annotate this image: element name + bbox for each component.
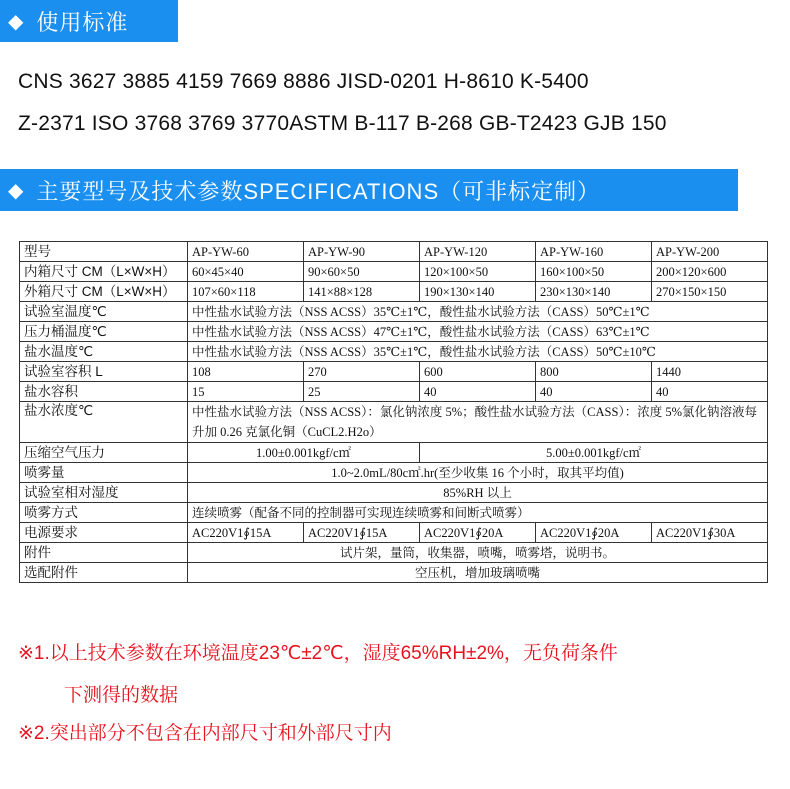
table-cell: AC220V1∮15A — [304, 523, 420, 543]
standards-line: CNS 3627 3885 4159 7669 8886 JISD-0201 H-8610 K-5400 — [18, 70, 589, 93]
spec-table — [19, 241, 768, 583]
row-label: 型号 — [20, 242, 188, 262]
table-row — [20, 342, 768, 362]
table-cell: 160×100×50 — [536, 262, 652, 282]
row-label: 试验室温度℃ — [20, 302, 188, 322]
table-cell: 90×60×50 — [304, 262, 420, 282]
table-cell: 200×120×600 — [652, 262, 768, 282]
table-cell: AC220V1∮20A — [420, 523, 536, 543]
table-row — [20, 503, 768, 523]
table-cell: 270×150×150 — [652, 282, 768, 302]
table-cell: 1.0~2.0mL/80c㎡.hr(至少收集 16 个小时，取其平均值) — [188, 463, 768, 483]
row-label: 盐水容积 — [20, 382, 188, 402]
table-cell: 600 — [420, 362, 536, 382]
row-label: 选配附件 — [20, 563, 188, 583]
standards-line: Z-2371 ISO 3768 3769 3770ASTM B-117 B-268 GB-T2423 GJB 150 — [18, 112, 667, 135]
row-label: 内箱尺寸 CM（L×W×H） — [20, 262, 188, 282]
table-cell: 230×130×140 — [536, 282, 652, 302]
table-cell: 141×88×128 — [304, 282, 420, 302]
table-row — [20, 262, 768, 282]
table-cell: 15 — [188, 382, 304, 402]
table-cell: 空压机，增加玻璃喷嘴 — [188, 563, 768, 583]
table-cell: 108 — [188, 362, 304, 382]
row-label: 试验室容积 L — [20, 362, 188, 382]
table-cell: AP-YW-90 — [304, 242, 420, 262]
table-row — [20, 302, 768, 322]
table-cell: 连续喷雾（配备不同的控制器可实现连续喷雾和间断式喷雾） — [188, 503, 768, 523]
diamond-icon: ◆ — [8, 10, 25, 33]
table-row — [20, 543, 768, 563]
table-cell: 40 — [536, 382, 652, 402]
table-cell: 107×60×118 — [188, 282, 304, 302]
section-title: 主要型号及技术参数SPECIFICATIONS（可非标定制） — [36, 178, 601, 204]
note-2: ※2.突出部分不包含在内部尺寸和外部尺寸内 — [18, 723, 392, 744]
table-cell: 85%RH 以上 — [188, 483, 768, 503]
row-label: 压缩空气压力 — [20, 443, 188, 463]
table-row — [20, 463, 768, 483]
table-cell: 40 — [420, 382, 536, 402]
table-row — [20, 563, 768, 583]
table-cell: 120×100×50 — [420, 262, 536, 282]
table-cell: 190×130×140 — [420, 282, 536, 302]
row-label: 电源要求 — [20, 523, 188, 543]
table-cell: 1.00±0.001kgf/c㎡ — [188, 443, 420, 463]
table-cell: AC220V1∮20A — [536, 523, 652, 543]
table-cell: 试片架，量筒，收集器，喷嘴，喷雾塔，说明书。 — [188, 543, 768, 563]
section-banner-specs — [0, 169, 738, 211]
table-cell: AC220V1∮30A — [652, 523, 768, 543]
table-row — [20, 382, 768, 402]
table-cell: 800 — [536, 362, 652, 382]
table-row — [20, 443, 768, 463]
row-label: 外箱尺寸 CM（L×W×H） — [20, 282, 188, 302]
table-cell: 中性盐水试验方法（NSS ACSS）：氯化钠浓度 5%；酸性盐水试验方法（CASS）：浓度 5%氯化钠溶液每升加 0.26 克氯化铜（CuCL2.H2o） — [188, 402, 768, 443]
table-row — [20, 483, 768, 503]
table-cell: AP-YW-120 — [420, 242, 536, 262]
table-row — [20, 322, 768, 342]
table-cell: AP-YW-60 — [188, 242, 304, 262]
table-cell: 中性盐水试验方法（NSS ACSS）35℃±1℃，酸性盐水试验方法（CASS）50℃±10℃ — [188, 342, 768, 362]
row-label: 盐水浓度℃ — [20, 402, 188, 443]
section-title: 使用标准 — [36, 9, 129, 35]
table-cell: AC220V1∮15A — [188, 523, 304, 543]
table-cell: 中性盐水试验方法（NSS ACSS）35℃±1℃，酸性盐水试验方法（CASS）50℃±1℃ — [188, 302, 768, 322]
table-cell: 1440 — [652, 362, 768, 382]
row-label: 压力桶温度℃ — [20, 322, 188, 342]
table-cell: AP-YW-200 — [652, 242, 768, 262]
row-label: 盐水温度℃ — [20, 342, 188, 362]
row-label: 试验室相对湿度 — [20, 483, 188, 503]
table-cell: 中性盐水试验方法（NSS ACSS）47℃±1℃，酸性盐水试验方法（CASS）63℃±1℃ — [188, 322, 768, 342]
row-label: 喷雾量 — [20, 463, 188, 483]
diamond-icon: ◆ — [8, 179, 25, 202]
row-label: 喷雾方式 — [20, 503, 188, 523]
table-cell: 40 — [652, 382, 768, 402]
table-cell: 25 — [304, 382, 420, 402]
note-1-continued: 下测得的数据 — [64, 685, 179, 706]
table-row — [20, 362, 768, 382]
section-banner-standards — [0, 0, 178, 42]
row-label: 附件 — [20, 543, 188, 563]
table-row — [20, 523, 768, 543]
table-cell: 60×45×40 — [188, 262, 304, 282]
table-row — [20, 242, 768, 262]
table-cell: 270 — [304, 362, 420, 382]
table-row — [20, 402, 768, 443]
table-row — [20, 282, 768, 302]
table-cell: 5.00±0.001kgf/c㎡ — [420, 443, 768, 463]
note-1: ※1.以上技术参数在环境温度23℃±2℃，湿度65%RH±2%，无负荷条件 — [18, 643, 618, 664]
table-cell: AP-YW-160 — [536, 242, 652, 262]
